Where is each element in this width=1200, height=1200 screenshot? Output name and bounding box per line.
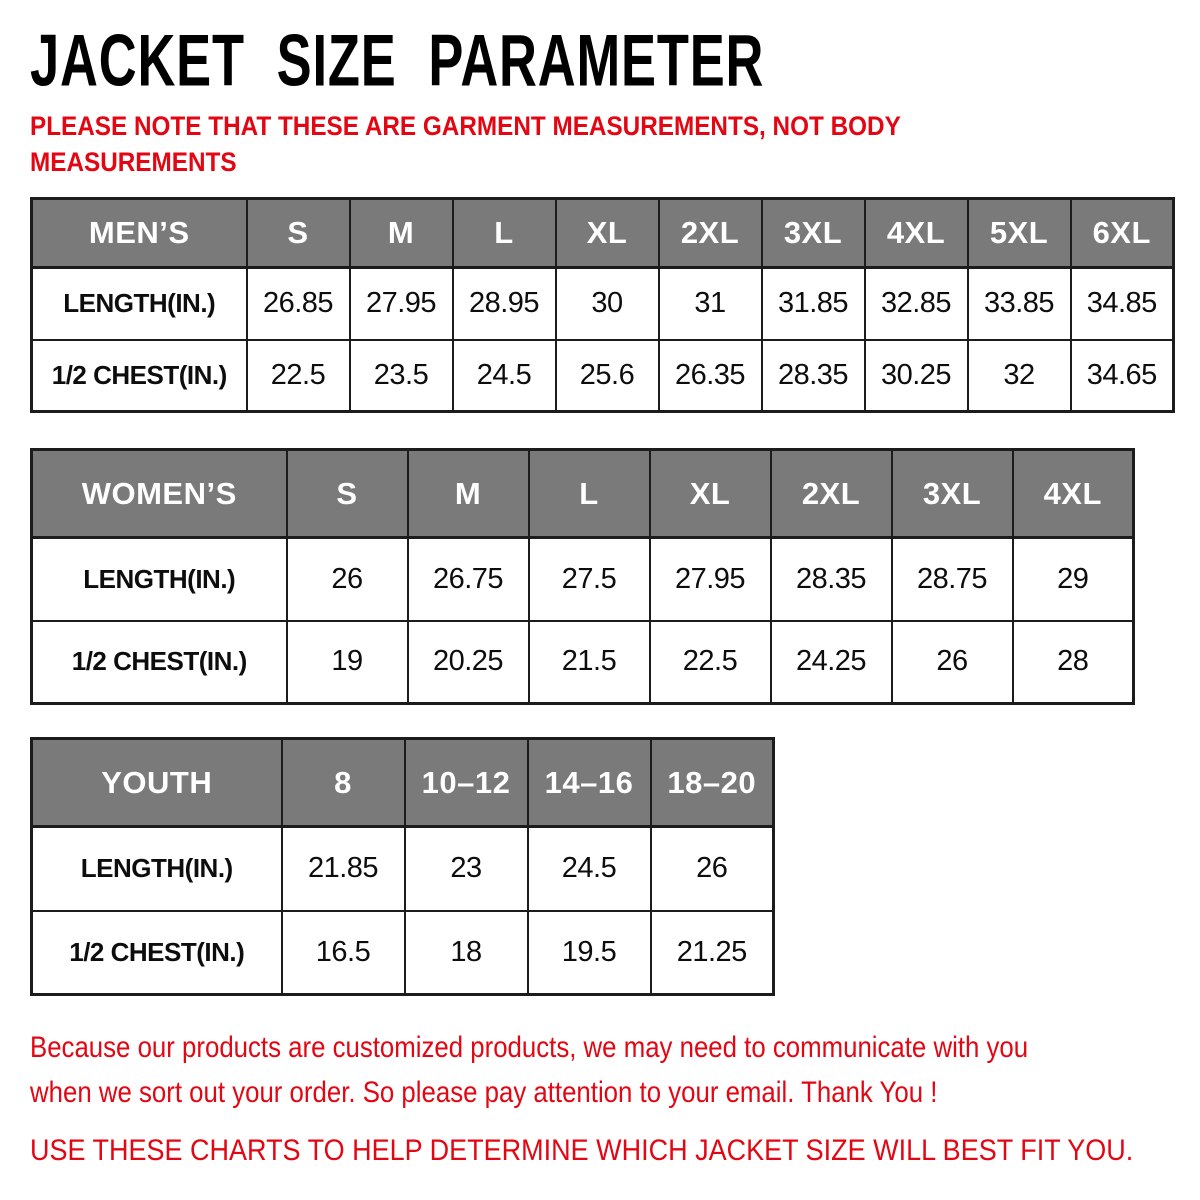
mens-value-cell: 23.5 [350, 340, 453, 412]
womens-group-label: WOMEN’S [32, 450, 287, 538]
womens-value-cell: 19 [287, 621, 408, 704]
mens-value-cell: 26.35 [659, 340, 762, 412]
womens-size-header-cell: 2XL [771, 450, 892, 538]
mens-size-header-cell: 2XL [659, 199, 762, 268]
womens-row-label: LENGTH(IN.) [32, 538, 287, 621]
mens-value-cell: 25.6 [556, 340, 659, 412]
womens-size-header-cell: M [408, 450, 529, 538]
youth-value-cell: 23 [405, 827, 528, 911]
womens-measure-row [32, 621, 1134, 704]
youth-measure-row [32, 911, 774, 995]
youth-group-label: YOUTH [32, 739, 282, 827]
womens-value-cell: 28.75 [892, 538, 1013, 621]
womens-value-cell: 27.5 [529, 538, 650, 621]
womens-value-cell: 20.25 [408, 621, 529, 704]
mens-value-cell: 31 [659, 268, 762, 340]
womens-value-cell: 26 [892, 621, 1013, 704]
page-title: JACKET SIZE PARAMETER [30, 19, 765, 102]
mens-size-header-cell: M [350, 199, 453, 268]
mens-value-cell: 24.5 [453, 340, 556, 412]
mens-group-label: MEN’S [32, 199, 247, 268]
mens-value-cell: 33.85 [968, 268, 1071, 340]
womens-size-table-wrap [30, 448, 1135, 705]
youth-size-table [30, 737, 775, 996]
mens-size-header-cell: L [453, 199, 556, 268]
womens-value-cell: 28.35 [771, 538, 892, 621]
mens-size-header-cell: XL [556, 199, 659, 268]
footer-use-charts-line: USE THESE CHARTS TO HELP DETERMINE WHICH JACKET SIZE WILL BEST FIT YOU. [30, 1134, 1134, 1167]
footer-note-line-1: Because our products are customized products, we may need to communicate with you [30, 1031, 1029, 1064]
mens-value-cell: 34.65 [1071, 340, 1174, 412]
youth-row-label: LENGTH(IN.) [32, 827, 282, 911]
womens-size-header-cell: 3XL [892, 450, 1013, 538]
mens-measure-row [32, 340, 1174, 412]
mens-value-cell: 31.85 [762, 268, 865, 340]
youth-size-header-cell: 8 [282, 739, 405, 827]
womens-value-cell: 28 [1013, 621, 1134, 704]
youth-value-cell: 16.5 [282, 911, 405, 995]
womens-size-header-cell: 4XL [1013, 450, 1134, 538]
womens-size-header-cell: XL [650, 450, 771, 538]
mens-value-cell: 28.95 [453, 268, 556, 340]
womens-header-row [32, 450, 1134, 538]
youth-size-header-cell: 18–20 [651, 739, 774, 827]
mens-measure-row [32, 268, 1174, 340]
mens-size-header-cell: 6XL [1071, 199, 1174, 268]
mens-size-table-wrap [30, 197, 1175, 413]
mens-size-header-cell: 3XL [762, 199, 865, 268]
womens-value-cell: 26 [287, 538, 408, 621]
youth-value-cell: 21.25 [651, 911, 774, 995]
mens-value-cell: 32 [968, 340, 1071, 412]
mens-value-cell: 30 [556, 268, 659, 340]
womens-value-cell: 24.25 [771, 621, 892, 704]
womens-size-table [30, 448, 1135, 705]
mens-header-row [32, 199, 1174, 268]
mens-size-header-cell: 5XL [968, 199, 1071, 268]
youth-value-cell: 24.5 [528, 827, 651, 911]
mens-value-cell: 27.95 [350, 268, 453, 340]
garment-note-line-2: MEASUREMENTS [30, 147, 237, 177]
footer-note-line-2: when we sort out your order. So please pay attention to your email. Thank You ! [30, 1076, 938, 1109]
mens-value-cell: 30.25 [865, 340, 968, 412]
mens-size-header-cell: S [247, 199, 350, 268]
womens-size-header-cell: L [529, 450, 650, 538]
youth-value-cell: 26 [651, 827, 774, 911]
womens-measure-row [32, 538, 1134, 621]
youth-measure-row [32, 827, 774, 911]
womens-value-cell: 21.5 [529, 621, 650, 704]
youth-row-label: 1/2 CHEST(IN.) [32, 911, 282, 995]
mens-value-cell: 34.85 [1071, 268, 1174, 340]
womens-value-cell: 27.95 [650, 538, 771, 621]
mens-row-label: 1/2 CHEST(IN.) [32, 340, 247, 412]
womens-row-label: 1/2 CHEST(IN.) [32, 621, 287, 704]
mens-value-cell: 32.85 [865, 268, 968, 340]
youth-value-cell: 18 [405, 911, 528, 995]
mens-value-cell: 26.85 [247, 268, 350, 340]
mens-value-cell: 22.5 [247, 340, 350, 412]
womens-value-cell: 26.75 [408, 538, 529, 621]
womens-value-cell: 29 [1013, 538, 1134, 621]
mens-row-label: LENGTH(IN.) [32, 268, 247, 340]
mens-size-table [30, 197, 1175, 413]
womens-size-header-cell: S [287, 450, 408, 538]
mens-size-header-cell: 4XL [865, 199, 968, 268]
garment-note-line-1: PLEASE NOTE THAT THESE ARE GARMENT MEASUREMENTS, NOT BODY [30, 111, 901, 141]
youth-value-cell: 21.85 [282, 827, 405, 911]
youth-header-row [32, 739, 774, 827]
youth-size-table-wrap [30, 737, 775, 996]
womens-value-cell: 22.5 [650, 621, 771, 704]
mens-value-cell: 28.35 [762, 340, 865, 412]
youth-size-header-cell: 10–12 [405, 739, 528, 827]
youth-size-header-cell: 14–16 [528, 739, 651, 827]
youth-value-cell: 19.5 [528, 911, 651, 995]
